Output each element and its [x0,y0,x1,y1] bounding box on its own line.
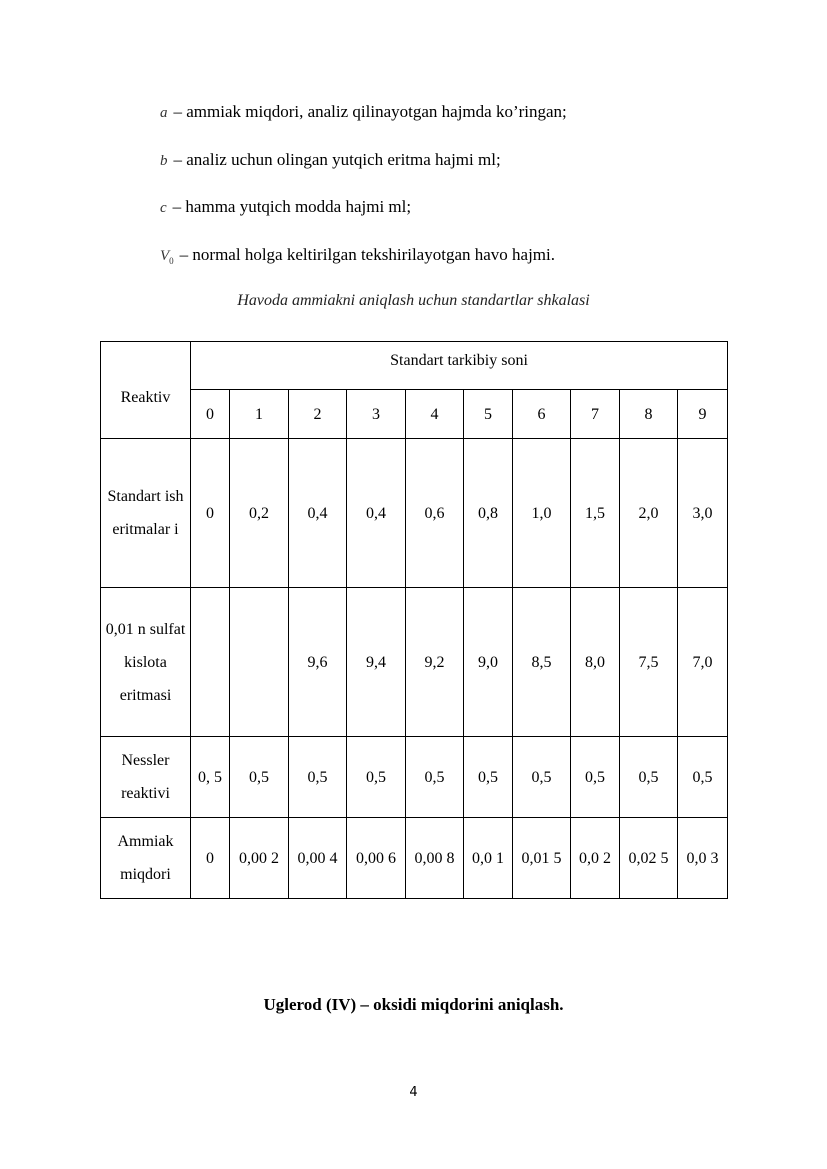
table-row [101,818,728,899]
table-cell: 0,4 [289,439,347,588]
table-cell: 9,4 [347,588,406,737]
table-caption: Havoda ammiakni aniqlash uchun standartlar shkalasi [237,292,590,309]
column-header: 4 [406,390,464,439]
page-number: 4 [409,1085,418,1100]
table-cell: 0,0 2 [571,818,620,899]
table-cell: 9,6 [289,588,347,737]
section-heading: Uglerod (IV) – oksidi miqdorini aniqlash. [263,995,564,1014]
symbol: a [160,105,168,121]
table-cell: 3,0 [678,439,728,588]
table-cell: 0 [191,439,230,588]
definition-text: – analiz uchun olingan yutqich eritma hajmi ml; [173,149,501,169]
table-cell [191,588,230,737]
table-cell: 0,2 [230,439,289,588]
table-cell: 0,0 3 [678,818,728,899]
symbol: b [160,152,168,169]
table-cell: 8,5 [513,588,571,737]
table-row [101,737,728,818]
symbol: c [160,200,167,216]
table-cell: 7,0 [678,588,728,737]
corner-cell: Reaktiv [101,342,191,439]
table-cell: 0,00 2 [230,818,289,899]
standards-table [100,341,728,899]
column-header: 0 [191,390,230,439]
column-header: 3 [347,390,406,439]
table-cell: 9,2 [406,588,464,737]
table-cell: 0,4 [347,439,406,588]
table-row [101,439,728,588]
table-cell: 0,5 [571,737,620,818]
definition-c [160,193,760,241]
column-header: 8 [620,390,678,439]
table-cell: 9,0 [464,588,513,737]
table-row [101,588,728,737]
column-header: 6 [513,390,571,439]
table-cell: 1,5 [571,439,620,588]
definition-text: – normal holga keltirilgan tekshirilayotgan havo hajmi. [179,244,555,264]
column-header: 5 [464,390,513,439]
table-cell: 0,5 [678,737,728,818]
table-cell: 0,0 1 [464,818,513,899]
table-cell: 0,5 [513,737,571,818]
table-cell: 1,0 [513,439,571,588]
table-cell: 0,8 [464,439,513,588]
row-label: Nessler reaktivi [101,737,191,818]
column-header: 9 [678,390,728,439]
table-cell: 0,00 6 [347,818,406,899]
row-label: Ammiak miqdori [101,818,191,899]
column-header: 2 [289,390,347,439]
definition-b [160,146,760,194]
table-cell: 0,6 [406,439,464,588]
table-cell: 8,0 [571,588,620,737]
table-cell: 0,5 [464,737,513,818]
definition-a [160,98,760,146]
column-header: 1 [230,390,289,439]
symbol: $V_0$ [160,247,174,266]
table-cell: 0, 5 [191,737,230,818]
table-cell: 0,00 8 [406,818,464,899]
table-cell: 0,00 4 [289,818,347,899]
table-cell: 0,01 5 [513,818,571,899]
table-cell: 0,5 [347,737,406,818]
table-cell: 0,5 [289,737,347,818]
definition-text: – ammiak miqdori, analiz qilinayotgan hajmda ko’ringan; [173,102,567,121]
table-cell: 0,5 [230,737,289,818]
column-header: 7 [571,390,620,439]
table-cell: 0,5 [406,737,464,818]
column-header-row [101,390,728,439]
row-label: Standart ish eritmalar i [101,439,191,588]
definitions-list [160,98,760,288]
group-header: Standart tarkibiy soni [191,342,728,390]
table-cell: 0,5 [620,737,678,818]
table-cell: 0 [191,818,230,899]
definition-v0 [160,241,760,289]
row-label: 0,01 n sulfat kislota eritmasi [101,588,191,737]
table-cell: 7,5 [620,588,678,737]
table-cell: 2,0 [620,439,678,588]
table-cell: 0,02 5 [620,818,678,899]
table-cell [230,588,289,737]
definition-text: – hamma yutqich modda hajmi ml; [172,197,412,216]
